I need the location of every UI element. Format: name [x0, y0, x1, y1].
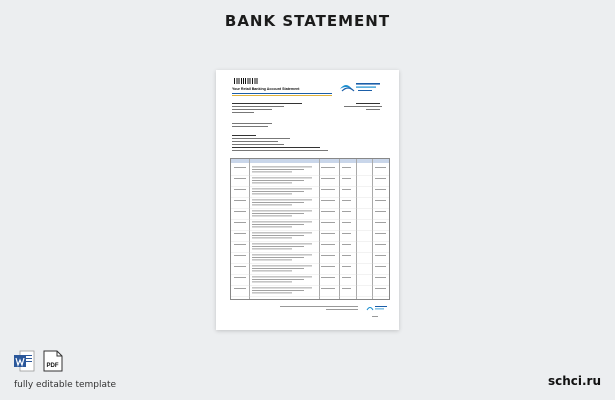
- file-format-icons: [14, 350, 66, 372]
- table-cell: [321, 233, 335, 234]
- table-cell: [252, 244, 312, 245]
- table-cell: [252, 277, 312, 278]
- table-cell: [234, 222, 246, 223]
- table-cell: [342, 200, 351, 201]
- branch-line: [356, 103, 380, 104]
- table-cell: [321, 222, 335, 223]
- table-cell: [252, 293, 292, 294]
- heading-rule-gold: [232, 95, 332, 96]
- branch-line: [366, 109, 380, 110]
- table-cell: [252, 290, 304, 291]
- table-cell: [375, 178, 386, 179]
- table-cell: [321, 200, 335, 201]
- table-cell: [252, 167, 312, 168]
- table-cell: [234, 244, 246, 245]
- table-cell: [252, 169, 304, 170]
- table-rows: [231, 159, 389, 299]
- table-cell: [252, 288, 312, 289]
- table-cell: [252, 172, 292, 173]
- table-cell: [375, 189, 386, 190]
- table-cell: [321, 244, 335, 245]
- table-cell: [252, 260, 292, 261]
- table-cell: [252, 216, 292, 217]
- account-details-line: [232, 144, 284, 145]
- barcode-icon: [234, 78, 258, 84]
- table-cell: [321, 167, 335, 168]
- table-cell: [375, 233, 386, 234]
- table-cell: [252, 279, 304, 280]
- table-cell: [342, 211, 351, 212]
- bank-logo-icon: [336, 79, 384, 97]
- table-cell: [375, 200, 386, 201]
- table-cell: [234, 167, 246, 168]
- page-title: BANK STATEMENT: [224, 12, 391, 30]
- branch-line: [344, 106, 382, 107]
- table-cell: [321, 178, 335, 179]
- footer-line: [326, 309, 358, 310]
- table-cell: [375, 167, 386, 168]
- table-cell: [252, 183, 292, 184]
- site-name: schci.ru: [547, 374, 601, 388]
- table-cell: [252, 271, 292, 272]
- account-details-line: [232, 135, 256, 136]
- table-cell: [342, 178, 351, 179]
- account-details-line: [232, 150, 328, 151]
- table-cell: [252, 249, 292, 250]
- svg-text:PDF: PDF: [46, 363, 59, 369]
- table-cell: [375, 288, 386, 289]
- table-cell: [375, 266, 386, 267]
- account-details-line: [232, 138, 290, 139]
- table-cell: [234, 255, 246, 256]
- table-cell: [252, 200, 312, 201]
- table-cell: [342, 244, 351, 245]
- table-cell: [234, 277, 246, 278]
- page-number-line: [372, 316, 378, 317]
- table-cell: [252, 235, 304, 236]
- table-cell: [321, 288, 335, 289]
- table-cell: [342, 189, 351, 190]
- table-cell: [252, 213, 304, 214]
- table-cell: [252, 238, 292, 239]
- footer-line: [280, 306, 358, 307]
- table-cell: [321, 255, 335, 256]
- statement-document-preview: [216, 70, 399, 330]
- table-cell: [252, 224, 304, 225]
- address-line: [232, 112, 254, 113]
- table-cell: [234, 189, 246, 190]
- table-cell: [234, 233, 246, 234]
- table-cell: [252, 178, 312, 179]
- table-cell: [234, 178, 246, 179]
- table-cell: [375, 255, 386, 256]
- table-cell: [252, 257, 304, 258]
- table-cell: [342, 266, 351, 267]
- document-heading: Your Retail Banking Account Statement: [232, 87, 300, 91]
- footer-logo-icon: [366, 304, 388, 312]
- table-cell: [321, 277, 335, 278]
- table-cell: [252, 194, 292, 195]
- table-cell: [252, 246, 304, 247]
- table-cell: [375, 277, 386, 278]
- table-cell: [252, 282, 292, 283]
- table-cell: [375, 244, 386, 245]
- table-cell: [252, 227, 292, 228]
- table-cell: [252, 180, 304, 181]
- transactions-table: [230, 158, 390, 300]
- table-cell: [252, 255, 312, 256]
- word-file-icon: [14, 351, 34, 371]
- address-line: [232, 109, 272, 110]
- table-cell: [252, 268, 304, 269]
- table-cell: [321, 266, 335, 267]
- table-cell: [252, 266, 312, 267]
- table-cell: [252, 191, 304, 192]
- template-caption: fully editable template: [14, 380, 117, 390]
- table-cell: [252, 202, 304, 203]
- period-line: [232, 123, 272, 124]
- table-cell: [252, 211, 312, 212]
- table-cell: [342, 255, 351, 256]
- table-cell: [234, 211, 246, 212]
- table-cell: [342, 233, 351, 234]
- table-cell: [252, 205, 292, 206]
- table-cell: [234, 200, 246, 201]
- table-cell: [342, 288, 351, 289]
- pdf-file-icon: [44, 351, 62, 371]
- table-cell: [234, 288, 246, 289]
- account-details-line: [232, 147, 320, 148]
- table-cell: [321, 189, 335, 190]
- table-cell: [375, 211, 386, 212]
- table-cell: [375, 222, 386, 223]
- account-holder-line: [232, 103, 302, 104]
- table-cell: [342, 277, 351, 278]
- table-cell: [252, 189, 312, 190]
- table-cell: [234, 266, 246, 267]
- table-cell: [252, 222, 312, 223]
- table-cell: [342, 222, 351, 223]
- table-cell: [342, 167, 351, 168]
- address-line: [232, 106, 284, 107]
- table-cell: [252, 233, 312, 234]
- period-line: [232, 126, 268, 127]
- account-details-line: [232, 141, 278, 142]
- table-cell: [321, 211, 335, 212]
